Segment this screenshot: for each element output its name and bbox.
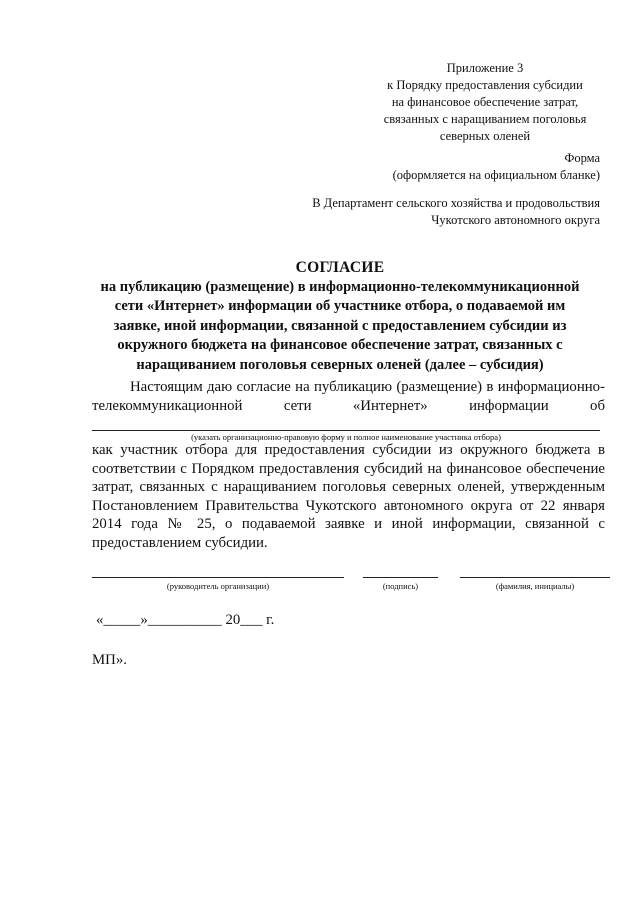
- sign-caption: (подпись): [382, 581, 419, 591]
- date-line: «_____»__________ 20___ г.: [96, 612, 275, 628]
- addressee-line-1: В Департамент сельского хозяйства и продовольствия: [312, 196, 600, 210]
- stamp-label: МП».: [92, 652, 127, 668]
- name-signature-line[interactable]: [460, 577, 610, 578]
- appendix-line: к Порядку предоставления субсидии: [387, 78, 583, 92]
- appendix-line: на финансовое обеспечение затрат,: [391, 95, 579, 109]
- title-line: сети «Интернет» информации об участнике отбора, о подаваемой им: [114, 298, 566, 314]
- title-line: заявке, иной информации, связанной с предоставлением субсидии из: [113, 317, 567, 334]
- appendix-line: северных оленей: [439, 129, 531, 143]
- consent-paragraph: Настоящим даю согласие на публикацию (размещение) в информационно-телекоммуникационной сети «Интернет» информации об: [92, 379, 605, 414]
- participant-paragraph: как участник отбора для предоставления субсидии из окружного бюджета в соответствии с Порядком предоставления субсидий на финансовое обеспечение затрат, связанных с наращиванием поголовья северных оленей, утвержденным Постановлением Правительства Чукотского автономного округа от 22 января 2014 года № 25, о подаваемой заявке и иной информации, связанной с предоставлением субсидии.: [92, 442, 605, 551]
- signature-line[interactable]: [363, 577, 438, 578]
- form-label: Форма: [564, 151, 600, 165]
- addressee-block: [312, 195, 600, 229]
- appendix-block: [370, 60, 600, 145]
- appendix-line: связанных с наращиванием поголовья: [383, 112, 587, 126]
- document-title: [70, 258, 610, 375]
- appendix-line: Приложение 3: [446, 61, 524, 75]
- participant-caption: (указать организационно-правовую форму и полное наименование участника отбора): [191, 432, 501, 442]
- form-note-text: (оформляется на официальном бланке): [392, 168, 600, 182]
- head-signature-line[interactable]: [92, 577, 344, 578]
- participant-name-line[interactable]: [92, 430, 600, 431]
- name-caption: (фамилия, инициалы): [495, 581, 575, 591]
- addressee-line-2: Чукотского автономного округа: [431, 213, 600, 227]
- head-caption: (руководитель организации): [166, 581, 270, 591]
- form-note: [393, 150, 600, 184]
- title-line: наращиванием поголовья северных оленей (далее – субсидия): [136, 356, 544, 373]
- title-line: на публикацию (размещение) в информационно-телекоммуникационной: [100, 278, 580, 295]
- title-line: окружного бюджета на финансовое обеспечение затрат, связанных с: [117, 337, 563, 353]
- title-main: СОГЛАСИЕ: [295, 259, 385, 276]
